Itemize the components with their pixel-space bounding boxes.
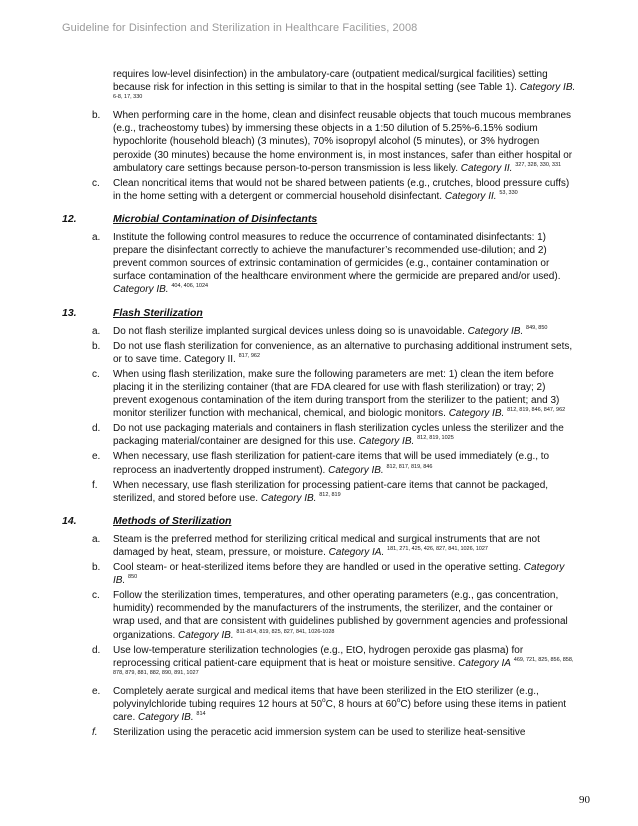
item-text: Steam is the preferred method for sterilizing critical medical and surgical instruments that are not damaged by heat, steam, pressure, or moisture. xyxy=(113,533,540,558)
item-text: Completely aerate surgical and medical items that have been sterilized in the EtO sterilizer (e.g., polyvinylchloride tubing requires 12 hours at 50 xyxy=(113,685,539,711)
item-text: Do not use flash sterilization for convenience, as an alternative to purchasing additional instrument sets, or to save time. xyxy=(113,340,573,365)
list-item xyxy=(62,561,576,587)
section-heading xyxy=(62,307,576,320)
list-item xyxy=(62,231,576,296)
item-refs: 404, 406, 1024 xyxy=(171,283,209,290)
item-text: Do not flash sterilize implanted surgical devices unless doing so is unavoidable. xyxy=(113,325,465,337)
item-category: Category IB. xyxy=(467,325,524,337)
list-item xyxy=(62,533,576,559)
section-heading xyxy=(62,213,576,226)
item-category: Category IB. xyxy=(519,82,576,94)
continued-item xyxy=(62,68,576,107)
item-category: Category IB. xyxy=(358,436,415,448)
item-label: c. xyxy=(92,177,100,189)
item-label: a. xyxy=(92,325,101,337)
item-refs: 53, 330 xyxy=(499,189,518,196)
section-number: 14. xyxy=(62,514,77,527)
item-category: Category II. xyxy=(444,190,497,202)
item-label: c. xyxy=(92,590,100,602)
list-item xyxy=(62,685,576,724)
item-refs: 812, 819, 1025 xyxy=(417,435,454,442)
item-text: C, 8 hours at 60 xyxy=(325,699,397,711)
item-refs: 327, 328, 330, 331 xyxy=(515,161,562,168)
degree-mark: o xyxy=(396,697,401,705)
section-title: Microbial Contamination of Disinfectants xyxy=(113,212,318,225)
item-text: Sterilization using the peracetic acid immersion system can be used to sterilize heat-sensitive xyxy=(113,727,526,739)
item-refs: 817, 962 xyxy=(238,352,261,359)
item-category: Category IA. xyxy=(328,547,385,558)
item-text: C) before using these items in patient care. xyxy=(113,699,567,724)
section-number: 13. xyxy=(62,306,77,319)
page-number: 90 xyxy=(579,794,590,806)
item-text: Use low-temperature sterilization technologies (e.g., EtO, hydrogen peroxide gas plasma) for reprocessing critical patient-care equipment that is heat or moisture sensitive. xyxy=(113,644,524,669)
item-category: Category IB. xyxy=(328,464,384,476)
degree-mark: o xyxy=(322,697,326,705)
item-refs: 6-8, 17, 330 xyxy=(113,94,143,101)
section-title: Methods of Sterilization xyxy=(113,514,232,527)
item-refs: 811-814, 819, 825, 827, 841, 1026-1028 xyxy=(236,628,335,635)
item-refs: 812, 817, 819, 846 xyxy=(386,463,433,470)
item-category: Category IB. xyxy=(448,408,505,420)
list-item xyxy=(62,422,576,448)
list-item xyxy=(62,726,576,739)
list-item xyxy=(62,644,576,683)
item-text: Institute the following control measures to reduce the occurrence of contaminated disinfectants: 1) prepare the disinfectant correctly to achieve the manufacturer’s recommended use-dilution; and 2) prevent common sources of extrinsic contamination of germicides (e.g., container contamination or surface contamination of the healthcare environment where the germicide are prepared and/or used). xyxy=(113,232,561,283)
item-category: Category IB. xyxy=(138,712,194,724)
item-refs: 181, 271, 425, 426, 827, 841, 1026, 1027 xyxy=(387,546,488,552)
section-number: 12. xyxy=(62,212,77,225)
item-text: requires low-level disinfection) in the ambulatory-care (outpatient medical/surgical facilities) setting because risk for infection in this setting is similar to that in the hospital setting (see Table 1). xyxy=(113,69,548,94)
item-label: b. xyxy=(92,340,101,352)
item-text: When using flash sterilization, make sure the following parameters are met: 1) clean the item before placing it in the sterilizing container (that are FDA cleared for use with flash sterilization) or tray; 2) prevent exogenous contamination of the item during transport from the sterilizer to the patient; and 3) monitor sterilizer function with mechanical, chemical, and biologic monitors. xyxy=(113,368,560,420)
list-item xyxy=(62,368,576,420)
item-category: Category II. xyxy=(460,162,513,174)
item-text: When necessary, use flash sterilization for processing patient-care items that cannot be packaged, sterilized, and stored before use. xyxy=(113,479,549,504)
running-header: Guideline for Disinfection and Sterilization in Healthcare Facilities, 2008 xyxy=(62,22,418,34)
list-item xyxy=(62,479,576,505)
item-text: Do not use packaging materials and containers in flash sterilization cycles unless the sterilizer and the packaging material/container are designed for this use. xyxy=(113,423,564,448)
item-category: Category IA xyxy=(458,657,511,669)
item-category: Category II. xyxy=(184,353,236,365)
item-text: Clean noncritical items that would not be shared between patients (e.g., crutches, blood pressure cuffs) in the home setting with a detergent or commercial household disinfectant. xyxy=(113,177,570,202)
item-category: Category IB. xyxy=(260,492,317,504)
item-category: Category IB. xyxy=(113,562,565,587)
item-label: e. xyxy=(92,685,101,697)
item-refs: 850 xyxy=(128,574,138,581)
item-label: b. xyxy=(92,562,101,574)
item-refs: 469, 721, 825, 856, 858, 878, 879, 881, 882, 890, 891, 1027 xyxy=(113,656,574,676)
document-body xyxy=(62,68,576,741)
item-label: e. xyxy=(92,451,101,463)
item-label: f. xyxy=(92,727,98,739)
item-label: c. xyxy=(92,368,100,380)
item-label: a. xyxy=(92,533,101,545)
item-label: d. xyxy=(92,423,101,435)
item-category: Category IB. xyxy=(113,284,169,296)
item-refs: 814 xyxy=(196,711,206,718)
item-refs: 849, 850 xyxy=(526,324,548,331)
item-refs: 812, 819, 846, 847, 962 xyxy=(507,407,566,414)
item-text: Cool steam- or heat-sterilized items before they are handled or used in the operative setting. xyxy=(113,562,521,574)
list-item xyxy=(62,340,576,366)
list-item xyxy=(62,177,576,203)
section-title: Flash Sterilization xyxy=(113,306,203,319)
item-text: When performing care in the home, clean and disinfect reusable objects that touch mucous membranes (e.g., tracheostomy tubes) by immersing these objects in a 1:50 dilution of 5.25%-6.15% sodium hypochlorite (household bleach) (3 minutes), 70% isopropyl alcohol (5 minutes), or 3% hydrogen peroxide (30 minutes) because the home environment is, in most instances, safer than either hospital or ambulatory care settings because person-to-person transmission is less likely. xyxy=(113,110,573,174)
list-item xyxy=(62,589,576,641)
item-refs: 812, 819 xyxy=(319,491,341,498)
item-label: a. xyxy=(92,232,101,244)
item-text: When necessary, use flash sterilization for patient-care items that will be used immediately (e.g., to reprocess an inadvertently dropped instrument). xyxy=(113,451,550,476)
item-label: f. xyxy=(92,479,98,491)
item-label: d. xyxy=(92,644,101,656)
list-item xyxy=(62,450,576,476)
item-category: Category IB. xyxy=(178,629,234,641)
list-item xyxy=(62,325,576,338)
section-heading xyxy=(62,515,576,528)
list-item xyxy=(62,109,576,174)
item-label: b. xyxy=(92,110,101,122)
item-text: Follow the sterilization times, temperatures, and other operating parameters (e.g., gas concentration, humidity) recommended by the manufacturers of the instruments, the sterilizer, and the container or wrap used, and that are consistent with guidelines published by government agencies and professional organizations. xyxy=(113,590,568,641)
